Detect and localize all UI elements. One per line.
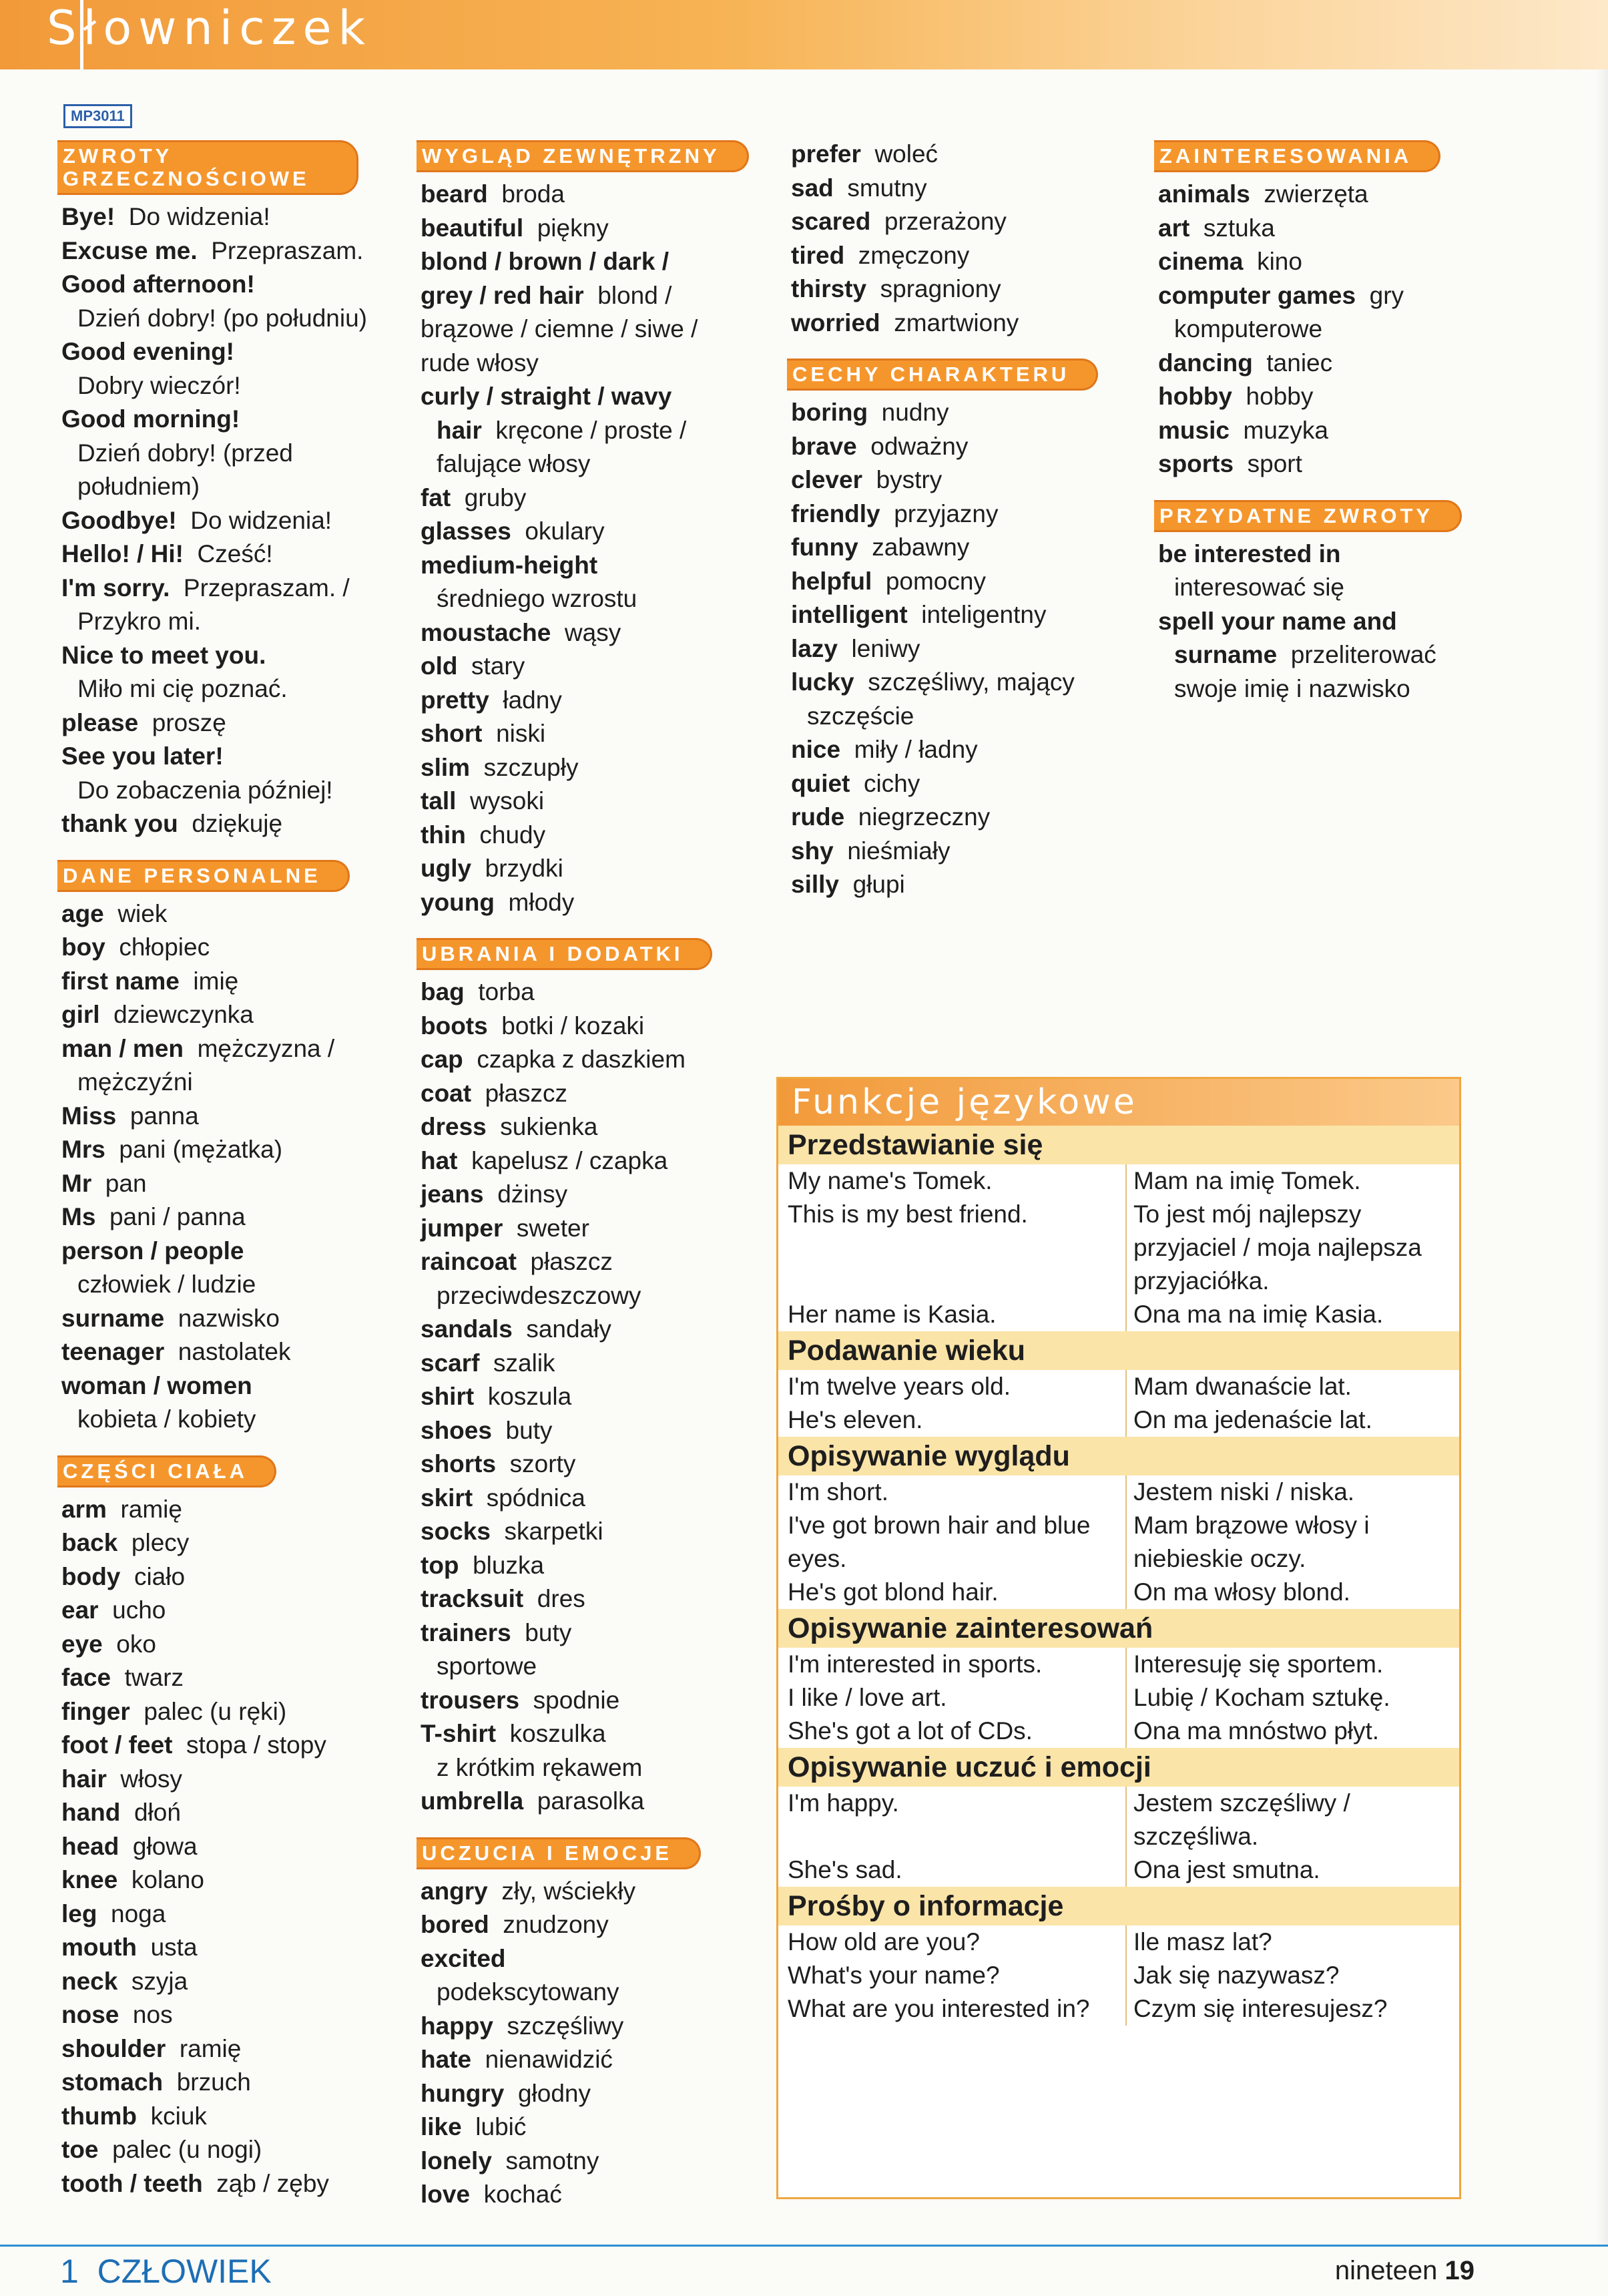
entry: sandals sandały bbox=[421, 1315, 611, 1343]
function-row bbox=[778, 1509, 1459, 1576]
function-section-title: Opisywanie zainteresowań bbox=[778, 1609, 1459, 1648]
entry: medium-height bbox=[421, 551, 598, 579]
entry-translation: średniego wzrostu bbox=[437, 585, 637, 612]
entry: rude niegrzeczny bbox=[791, 803, 991, 831]
entry: spell your name and bbox=[1158, 607, 1397, 635]
page-number: nineteen 19 bbox=[1334, 2256, 1475, 2285]
entry: tired zmęczony bbox=[791, 241, 970, 269]
function-section-title: Prośby o informacje bbox=[778, 1887, 1459, 1925]
english-phrase: I'm short. bbox=[788, 1478, 888, 1506]
function-row bbox=[778, 1403, 1459, 1437]
entry: thin chudy bbox=[421, 821, 546, 849]
function-row bbox=[778, 1992, 1459, 2026]
entry: brave odważny bbox=[791, 432, 969, 460]
page-edge bbox=[1596, 69, 1608, 2245]
entry: angry zły, wściekły bbox=[421, 1877, 636, 1905]
entry: tracksuit dres bbox=[421, 1585, 585, 1612]
entry: art sztuka bbox=[1158, 214, 1275, 242]
entry: shoulder ramię bbox=[61, 2034, 242, 2062]
english-phrase: I'm twelve years old. bbox=[788, 1373, 1011, 1400]
mp3-badge: MP3011 bbox=[63, 104, 132, 128]
language-functions-title: Funkcje językowe bbox=[778, 1079, 1459, 1126]
language-functions-box bbox=[776, 1077, 1461, 2199]
entry-translation: kobieta / kobiety bbox=[77, 1405, 256, 1433]
entry: cinema kino bbox=[1158, 248, 1302, 275]
entry: grey / red hair blond / bbox=[421, 281, 672, 309]
entry: beautiful piękny bbox=[421, 214, 609, 242]
polish-phrase: Jestem niski / niska. bbox=[1125, 1475, 1459, 1509]
entry-translation: Dobry wieczór! bbox=[77, 371, 241, 399]
entry-translation: interesować się bbox=[1174, 573, 1345, 601]
english-phrase: I'm interested in sports. bbox=[788, 1650, 1043, 1678]
english-phrase: I've got brown hair and blue eyes. bbox=[788, 1512, 1091, 1572]
entry-translation: Dzień dobry! (przed bbox=[77, 439, 293, 467]
entry: Hello! / Hi! Cześć! bbox=[61, 540, 273, 567]
polish-phrase: Mam dwanaście lat. bbox=[1125, 1370, 1459, 1403]
english-phrase: She's sad. bbox=[788, 1856, 902, 1883]
entry: lucky szczęśliwy, mający bbox=[791, 668, 1075, 696]
entry: scarf szalik bbox=[421, 1349, 555, 1377]
entry: raincoat płaszcz bbox=[421, 1248, 613, 1275]
function-row bbox=[778, 1576, 1459, 1609]
function-row bbox=[778, 1370, 1459, 1403]
entry: like lubić bbox=[421, 2113, 527, 2140]
entry-translation: swoje imię i nazwisko bbox=[1174, 674, 1410, 702]
entry: ear ucho bbox=[61, 1596, 166, 1624]
function-section-title: Podawanie wieku bbox=[778, 1331, 1459, 1370]
entry: leg noga bbox=[61, 1899, 166, 1927]
entry: thumb kciuk bbox=[61, 2102, 207, 2130]
entry-translation: komputerowe bbox=[1174, 315, 1323, 342]
entry: Good evening! bbox=[61, 338, 234, 365]
entry: blond / brown / dark / bbox=[421, 248, 669, 275]
entry: be interested in bbox=[1158, 539, 1341, 567]
function-row bbox=[778, 1475, 1459, 1509]
entry: man / men mężczyzna / bbox=[61, 1034, 335, 1062]
entry: skirt spódnica bbox=[421, 1483, 585, 1512]
polish-phrase: Mam na imię Tomek. bbox=[1125, 1164, 1459, 1198]
entry: coat płaszcz bbox=[421, 1079, 568, 1107]
entry: prefer woleć bbox=[791, 140, 939, 168]
entry: young młody bbox=[421, 888, 575, 916]
english-phrase: I like / love art. bbox=[788, 1684, 947, 1711]
entry: hair włosy bbox=[61, 1765, 182, 1793]
section-header: ZWROTY GRZECZNOŚCIOWE bbox=[57, 140, 358, 195]
function-row bbox=[778, 1787, 1459, 1853]
entry: Good afternoon! bbox=[61, 270, 255, 298]
entry: neck szyja bbox=[61, 1967, 188, 1995]
english-phrase: What's your name? bbox=[788, 1962, 1000, 1989]
entry: quiet cichy bbox=[791, 769, 920, 797]
polish-phrase: Ona ma mnóstwo płyt. bbox=[1125, 1714, 1459, 1748]
entry: friendly przyjazny bbox=[791, 499, 999, 527]
entry: intelligent inteligentny bbox=[791, 601, 1047, 628]
entry: boots botki / kozaki bbox=[421, 1011, 645, 1040]
entry: stomach brzuch bbox=[61, 2068, 251, 2096]
function-section-title: Opisywanie wyglądu bbox=[778, 1437, 1459, 1475]
entry: silly głupi bbox=[791, 871, 905, 898]
entry: music muzyka bbox=[1158, 416, 1328, 444]
entry: computer games gry bbox=[1158, 281, 1404, 309]
entry: dress sukienka bbox=[421, 1113, 598, 1140]
entry: age wiek bbox=[61, 899, 168, 927]
entry-translation: Dzień dobry! (po południu) bbox=[77, 304, 367, 332]
entry: hand dłoń bbox=[61, 1799, 181, 1826]
section-header: PRZYDATNE ZWROTY bbox=[1154, 500, 1462, 532]
entry: funny zabawny bbox=[791, 533, 970, 561]
entry: See you later! bbox=[61, 742, 224, 770]
entry: beard broda bbox=[421, 180, 565, 208]
entry: surname nazwisko bbox=[61, 1304, 280, 1332]
function-row bbox=[778, 1925, 1459, 1959]
function-section-title: Przedstawianie się bbox=[778, 1126, 1459, 1164]
entry: face twarz bbox=[61, 1664, 184, 1691]
entry: I'm sorry. Przepraszam. / bbox=[61, 573, 350, 602]
section-header: CECHY CHARAKTERU bbox=[787, 359, 1098, 391]
function-row bbox=[778, 1164, 1459, 1198]
entry: Ms pani / panna bbox=[61, 1203, 246, 1230]
section-header: UCZUCIA I EMOCJE bbox=[417, 1837, 701, 1869]
unit-label: 1 CZŁOWIEK bbox=[60, 2253, 272, 2290]
entry: please proszę bbox=[61, 708, 226, 736]
entry: happy szczęśliwy bbox=[421, 2012, 624, 2040]
entry: trousers spodnie bbox=[421, 1686, 620, 1714]
english-phrase: He's eleven. bbox=[788, 1406, 923, 1433]
entry-translation: falujące włosy bbox=[437, 450, 591, 477]
entry-translation: Do zobaczenia później! bbox=[77, 776, 333, 804]
entry-translation: południem) bbox=[77, 473, 200, 500]
entry: fat gruby bbox=[421, 483, 527, 511]
entry: nice miły / ładny bbox=[791, 736, 978, 763]
entry: ugly brzydki bbox=[421, 855, 563, 882]
entry: lonely samotny bbox=[421, 2146, 599, 2174]
entry: glasses okulary bbox=[421, 517, 605, 545]
entry: old stary bbox=[421, 652, 525, 680]
entry: sports sport bbox=[1158, 450, 1302, 477]
polish-phrase: On ma włosy blond. bbox=[1125, 1576, 1459, 1609]
entry: teenager nastolatek bbox=[61, 1338, 291, 1365]
entry: shy nieśmiały bbox=[791, 837, 951, 865]
entry: thank you dziękuję bbox=[61, 810, 283, 837]
entry: back plecy bbox=[61, 1529, 190, 1556]
polish-phrase: Interesuję się sportem. bbox=[1125, 1648, 1459, 1681]
section-header: WYGLĄD ZEWNĘTRZNY bbox=[417, 140, 749, 172]
english-phrase: How old are you? bbox=[788, 1928, 980, 1956]
entry: first name imię bbox=[61, 967, 239, 995]
entry: Nice to meet you. bbox=[61, 641, 266, 669]
function-row bbox=[778, 1959, 1459, 1992]
section-header: UBRANIA I DODATKI bbox=[417, 938, 712, 970]
entry: shorts szorty bbox=[421, 1450, 576, 1477]
entry: nose nos bbox=[61, 2001, 173, 2028]
entry: hair kręcone / proste / bbox=[437, 416, 687, 444]
column-2 bbox=[421, 140, 768, 2212]
entry: thirsty spragniony bbox=[791, 275, 1001, 302]
column-1 bbox=[61, 140, 402, 2201]
entry: T-shirt koszulka bbox=[421, 1720, 606, 1747]
entry: boy chłopiec bbox=[61, 933, 210, 961]
function-section-title: Opisywanie uczuć i emocji bbox=[778, 1748, 1459, 1787]
entry: person / people bbox=[61, 1236, 244, 1265]
entry: trainers buty bbox=[421, 1618, 572, 1646]
english-phrase: He's got blond hair. bbox=[788, 1578, 999, 1606]
polish-phrase: Ona ma na imię Kasia. bbox=[1125, 1298, 1459, 1331]
entry: short niski bbox=[421, 720, 546, 747]
entry: shoes buty bbox=[421, 1416, 553, 1444]
entry-translation: rude włosy bbox=[421, 349, 539, 377]
entry: worried zmartwiony bbox=[791, 308, 1019, 336]
entry-translation: mężczyźni bbox=[77, 1068, 193, 1096]
entry: Bye! Do widzenia! bbox=[61, 203, 270, 230]
function-row bbox=[778, 1298, 1459, 1331]
entry: animals zwierzęta bbox=[1158, 180, 1368, 208]
entry: body ciało bbox=[61, 1562, 186, 1590]
entry: foot / feet stopa / stopy bbox=[61, 1731, 326, 1759]
column-3 bbox=[791, 138, 1131, 902]
entry-translation: Miło mi cię poznać. bbox=[77, 675, 288, 702]
polish-phrase: Mam brązowe włosy i niebieskie oczy. bbox=[1125, 1509, 1459, 1576]
column-4 bbox=[1158, 140, 1532, 706]
function-row bbox=[778, 1648, 1459, 1681]
footer bbox=[0, 2245, 1608, 2296]
function-row bbox=[778, 1714, 1459, 1748]
section-header: DANE PERSONALNE bbox=[57, 860, 350, 892]
entry: boring nudny bbox=[791, 399, 949, 426]
entry: Excuse me. Przepraszam. bbox=[61, 236, 364, 264]
english-phrase: I'm happy. bbox=[788, 1789, 899, 1817]
entry: helpful pomocny bbox=[791, 567, 986, 595]
function-row bbox=[778, 1681, 1459, 1714]
entry-translation: sportowe bbox=[437, 1652, 537, 1680]
entry: curly / straight / wavy bbox=[421, 383, 672, 410]
entry-translation: podekscytowany bbox=[437, 1978, 619, 2006]
entry: hungry głodny bbox=[421, 2079, 591, 2107]
entry-translation: Przykro mi. bbox=[77, 608, 201, 635]
entry: love kochać bbox=[421, 2180, 562, 2208]
polish-phrase: Czym się interesujesz? bbox=[1125, 1992, 1459, 2026]
polish-phrase: On ma jedenaście lat. bbox=[1125, 1403, 1459, 1437]
entry: head głowa bbox=[61, 1832, 198, 1860]
entry: hat kapelusz / czapka bbox=[421, 1146, 668, 1174]
entry-translation: z krótkim rękawem bbox=[437, 1753, 643, 1781]
entry: top bluzka bbox=[421, 1551, 545, 1579]
polish-phrase: Jak się nazywasz? bbox=[1125, 1959, 1459, 1992]
entry: moustache wąsy bbox=[421, 618, 621, 646]
entry: Mr pan bbox=[61, 1169, 147, 1197]
entry: excited bbox=[421, 1944, 506, 1972]
entry: girl dziewczynka bbox=[61, 1001, 254, 1028]
entry-translation: przeciwdeszczowy bbox=[437, 1281, 641, 1309]
entry: slim szczupły bbox=[421, 753, 579, 781]
entry: socks skarpetki bbox=[421, 1518, 603, 1545]
function-row bbox=[778, 1198, 1459, 1298]
title-bar bbox=[0, 0, 1608, 69]
entry: tooth / teeth ząb / zęby bbox=[61, 2169, 329, 2197]
entry: jumper sweter bbox=[421, 1214, 589, 1242]
polish-phrase: Lubię / Kocham sztukę. bbox=[1125, 1681, 1459, 1714]
entry-translation: brązowe / ciemne / siwe / bbox=[421, 315, 698, 342]
entry: scared przerażony bbox=[791, 208, 1007, 235]
entry: clever bystry bbox=[791, 466, 943, 493]
entry: eye oko bbox=[61, 1630, 156, 1658]
entry: cap czapka z daszkiem bbox=[421, 1046, 686, 1073]
entry: umbrella parasolka bbox=[421, 1787, 645, 1815]
entry: shirt koszula bbox=[421, 1383, 572, 1410]
entry: bag torba bbox=[421, 978, 535, 1005]
entry: finger palec (u ręki) bbox=[61, 1697, 287, 1725]
entry: knee kolano bbox=[61, 1866, 204, 1893]
entry: pretty ładny bbox=[421, 686, 562, 714]
function-row bbox=[778, 1853, 1459, 1887]
polish-phrase: Ona jest smutna. bbox=[1125, 1853, 1459, 1887]
entry: sad smutny bbox=[791, 174, 927, 202]
entry: Good morning! bbox=[61, 405, 240, 433]
entry: woman / women bbox=[61, 1371, 252, 1399]
entry: jeans dżinsy bbox=[421, 1180, 568, 1208]
section-header: CZĘŚCI CIAŁA bbox=[57, 1455, 276, 1487]
polish-phrase: Jestem szczęśliwy / szczęśliwa. bbox=[1125, 1787, 1459, 1853]
entry: toe palec (u nogi) bbox=[61, 2136, 262, 2163]
english-phrase: My name's Tomek. bbox=[788, 1167, 993, 1194]
entry-translation: człowiek / ludzie bbox=[77, 1271, 256, 1298]
english-phrase: What are you interested in? bbox=[788, 1995, 1090, 2022]
section-header: ZAINTERESOWANIA bbox=[1154, 140, 1440, 172]
entry: Miss panna bbox=[61, 1102, 199, 1130]
entry: Goodbye! Do widzenia! bbox=[61, 506, 332, 534]
page-title: Słowniczek bbox=[47, 1, 372, 55]
entry: dancing taniec bbox=[1158, 349, 1333, 377]
entry-translation: szczęście bbox=[807, 702, 914, 730]
entry: tall wysoki bbox=[421, 787, 545, 815]
entry: surname przeliterować bbox=[1174, 641, 1436, 668]
english-phrase: Her name is Kasia. bbox=[788, 1301, 997, 1328]
entry: hobby hobby bbox=[1158, 383, 1314, 410]
entry: hate nienawidzić bbox=[421, 2046, 613, 2073]
entry: Mrs pani (mężatka) bbox=[61, 1136, 283, 1163]
entry: mouth usta bbox=[61, 1933, 198, 1961]
language-functions-body bbox=[778, 1126, 1459, 2026]
entry: bored znudzony bbox=[421, 1911, 609, 1938]
english-phrase: This is my best friend. bbox=[788, 1200, 1028, 1228]
entry: lazy leniwy bbox=[791, 634, 920, 662]
polish-phrase: To jest mój najlepszy przyjaciel / moja najlepsza przyjaciółka. bbox=[1125, 1198, 1459, 1298]
polish-phrase: Ile masz lat? bbox=[1125, 1925, 1459, 1959]
english-phrase: She's got a lot of CDs. bbox=[788, 1717, 1033, 1745]
entry: arm ramię bbox=[61, 1495, 182, 1523]
